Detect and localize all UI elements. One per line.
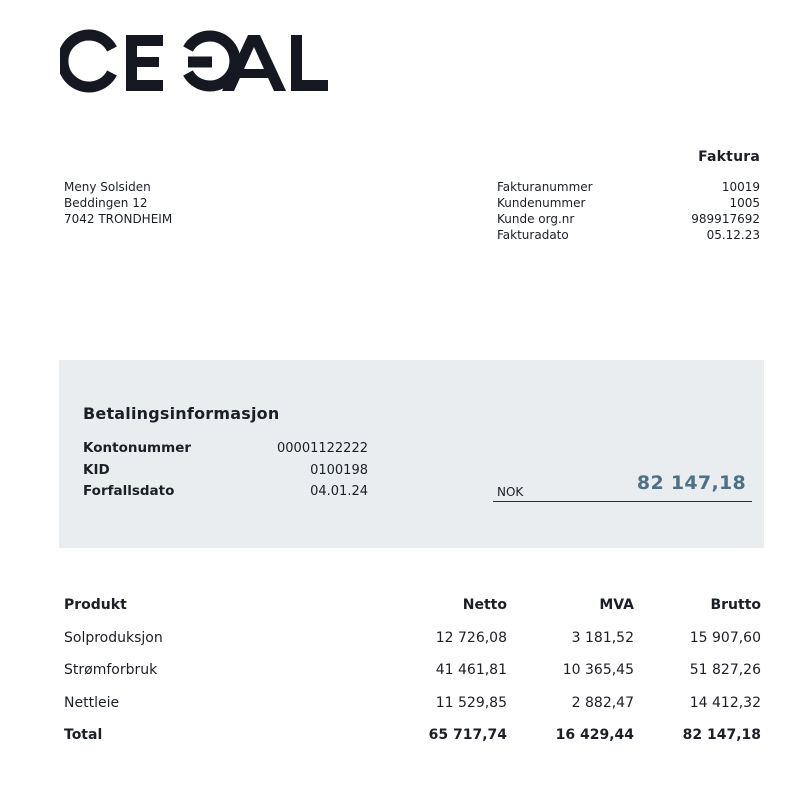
products-table — [64, 589, 761, 752]
gross-amount: 14 412,32 — [689, 694, 761, 711]
table-total-row — [64, 719, 761, 752]
product-name: Nettleie — [64, 694, 120, 711]
document-title: Faktura — [698, 149, 760, 165]
invoice-meta — [497, 179, 760, 243]
payment-label: Kontonummer — [83, 440, 192, 456]
customer-name: Meny Solsiden — [64, 180, 151, 194]
column-header-vat: MVA — [599, 597, 634, 614]
meta-value: 1005 — [729, 196, 760, 210]
meta-label: Fakturanummer — [497, 180, 593, 194]
amount-value: 82 147,18 — [636, 472, 746, 494]
payment-label: Forfallsdato — [83, 483, 175, 499]
cegal-logo — [60, 24, 330, 98]
vat-amount: 2 882,47 — [571, 694, 634, 711]
column-header-product: Produkt — [64, 597, 127, 614]
customer-street: Beddingen 12 — [64, 196, 148, 210]
payment-label: KID — [83, 461, 110, 478]
payment-row-account — [83, 438, 368, 460]
meta-value: 10019 — [721, 180, 760, 194]
total-gross: 82 147,18 — [682, 727, 761, 744]
gross-amount: 51 827,26 — [689, 662, 761, 679]
vat-amount: 10 365,45 — [562, 662, 634, 679]
net-amount: 11 529,85 — [435, 694, 507, 711]
cegal-logo-mark — [60, 24, 330, 98]
meta-value: 989917692 — [691, 212, 760, 226]
column-header-gross: Brutto — [710, 597, 761, 614]
net-amount: 12 726,08 — [435, 629, 507, 646]
net-amount: 41 461,81 — [435, 662, 507, 679]
payment-info-box — [59, 360, 764, 548]
payment-info-title: Betalingsinformasjon — [83, 404, 280, 423]
payment-row-kid — [83, 460, 368, 482]
vat-amount: 3 181,52 — [571, 629, 634, 646]
gross-amount: 15 907,60 — [689, 629, 761, 646]
meta-row-invoice-date — [497, 227, 760, 243]
payment-details — [83, 438, 368, 503]
meta-row-invoice-number — [497, 179, 760, 195]
meta-label: Kunde org.nr — [497, 212, 575, 226]
total-vat: 16 429,44 — [555, 727, 634, 744]
amount-due — [493, 468, 752, 502]
table-row — [64, 687, 761, 720]
customer-postal: 7042 TRONDHEIM — [64, 212, 173, 226]
payment-value: 04.01.24 — [310, 484, 368, 499]
product-name: Strømforbruk — [64, 662, 158, 679]
table-header-row — [64, 589, 761, 622]
product-name: Solproduksjon — [64, 629, 163, 646]
currency-label: NOK — [497, 485, 524, 499]
payment-value: 00001122222 — [277, 441, 368, 456]
payment-value: 0100198 — [310, 462, 368, 478]
column-header-net: Netto — [462, 597, 507, 614]
table-row — [64, 654, 761, 687]
payment-row-due-date — [83, 481, 368, 503]
table-row — [64, 622, 761, 655]
meta-label: Fakturadato — [497, 228, 569, 242]
meta-row-org-number — [497, 211, 760, 227]
total-net: 65 717,74 — [428, 727, 507, 744]
meta-row-customer-number — [497, 195, 760, 211]
meta-value: 05.12.23 — [706, 228, 760, 242]
customer-address — [64, 179, 172, 227]
total-label: Total — [64, 727, 103, 744]
meta-label: Kundenummer — [497, 196, 586, 210]
